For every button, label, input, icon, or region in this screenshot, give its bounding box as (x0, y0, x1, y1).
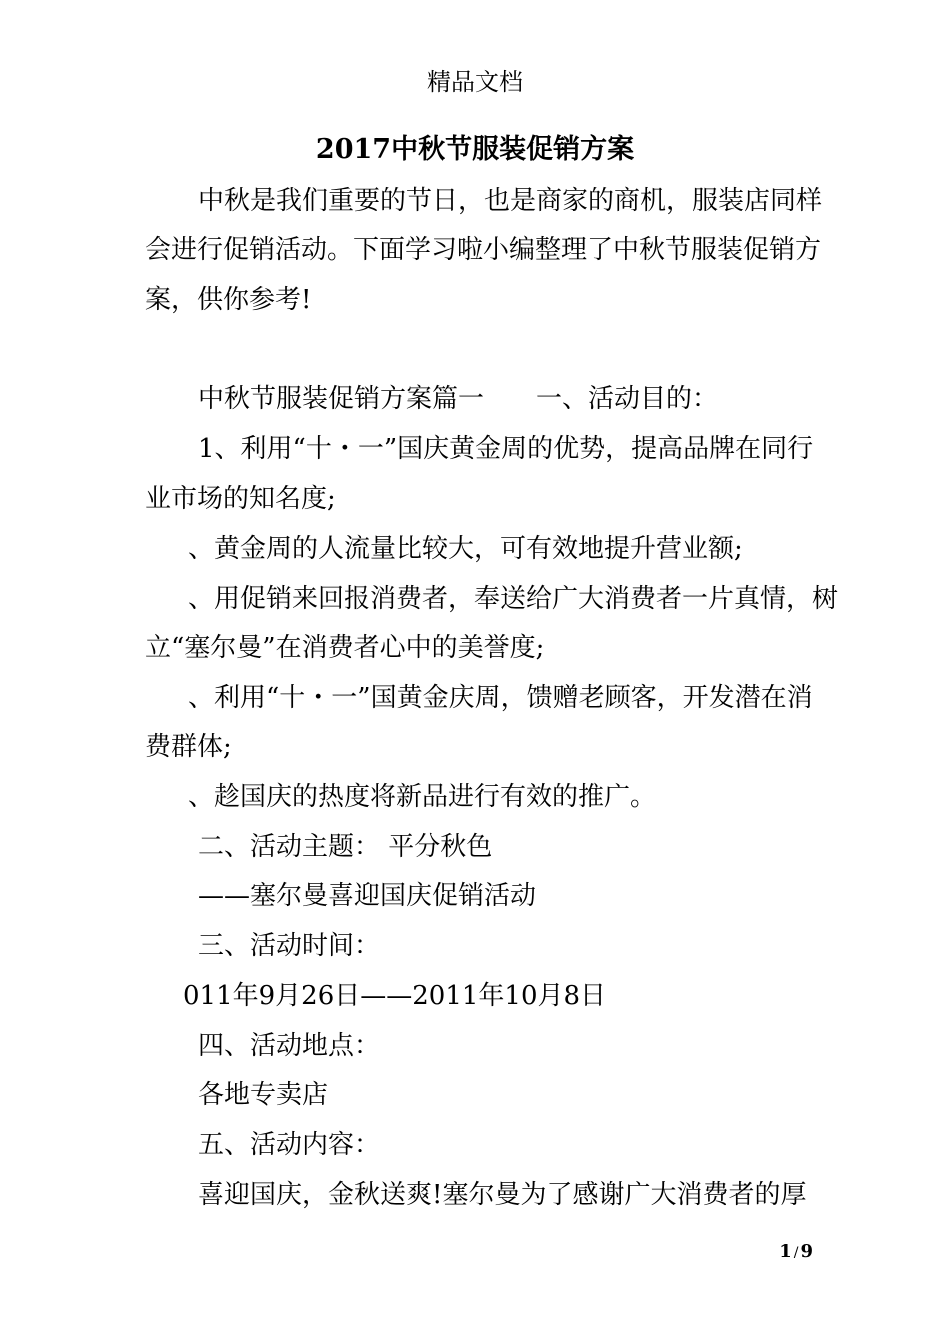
paragraph-line: 1、利用“十・一”国庆黄金周的优势，提高品牌在同行 (198, 434, 814, 464)
page-number (0, 1240, 813, 1265)
paragraph-line: 011年9月26日——2011年10月8日 (183, 981, 607, 1011)
paragraph-line: ——塞尔曼喜迎国庆促销活动 (198, 881, 537, 911)
paragraph-line: 业市场的知名度; (145, 484, 336, 514)
paragraph-line: 二、活动主题： 平分秋色 (198, 832, 493, 862)
paragraph-line: 五、活动内容： (198, 1130, 381, 1160)
page-separator: / (793, 1245, 799, 1261)
subsection-heading: 一、活动目的： (536, 384, 719, 414)
section-heading: 中秋节服装促销方案篇一 (198, 384, 485, 414)
page-header: 精品文档 (427, 68, 523, 96)
current-page: 1 (779, 1241, 792, 1262)
paragraph-line: 、利用“十・一”国黄金庆周，馈赠老顾客，开发潜在消 (188, 683, 813, 713)
paragraph-line: 案，供你参考! (145, 285, 312, 315)
paragraph-line: 、用促销来回报消费者，奉送给广大消费者一片真情，树 (188, 584, 839, 614)
paragraph-line: 四、活动地点： (198, 1031, 381, 1061)
paragraph-line: 中秋是我们重要的节日，也是商家的商机，服装店同样 (198, 186, 823, 216)
paragraph-line: 喜迎国庆，金秋送爽!塞尔曼为了感谢广大消费者的厚 (198, 1180, 807, 1210)
paragraph-line: 、黄金周的人流量比较大，可有效地提升营业额; (188, 534, 743, 564)
total-pages: 9 (800, 1241, 813, 1262)
paragraph-line: 会进行促销活动。下面学习啦小编整理了中秋节服装促销方 (145, 235, 822, 265)
paragraph-line: 、趁国庆的热度将新品进行有效的推广。 (188, 782, 657, 812)
paragraph-line: 立“塞尔曼”在消费者心中的美誉度; (145, 633, 545, 663)
paragraph-line: 费群体; (145, 732, 232, 762)
paragraph-line: 各地专卖店 (198, 1080, 329, 1110)
document-title: 2017中秋节服装促销方案 (315, 134, 635, 165)
paragraph-line: 三、活动时间： (198, 931, 381, 961)
section-heading-line (198, 380, 718, 418)
